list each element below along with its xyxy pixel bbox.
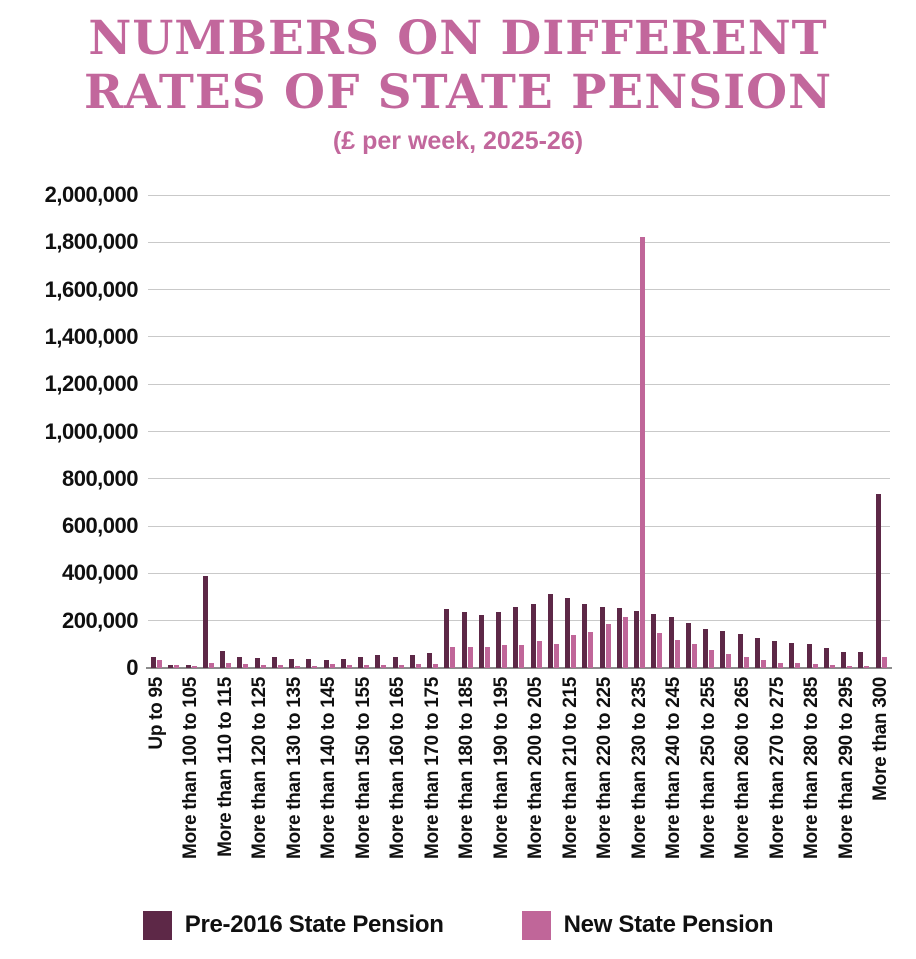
y-axis-tick-label: 0 — [126, 655, 138, 680]
bar-new-state-pension — [416, 664, 421, 668]
x-axis-label: More than 280 to 285 — [801, 677, 823, 859]
bar-group — [579, 195, 596, 668]
bar-new-state-pension — [450, 647, 455, 668]
bar-group — [804, 195, 821, 668]
x-axis-label: More than 130 to 135 — [283, 677, 305, 859]
x-axis-label-band — [145, 677, 892, 905]
bar-pre2016-state-pension — [324, 660, 329, 668]
bar-pre2016-state-pension — [582, 604, 587, 668]
bar-pre2016-state-pension — [341, 659, 346, 668]
bar-pre2016-state-pension — [686, 623, 691, 668]
bar-pre2016-state-pension — [755, 638, 760, 668]
bar-new-state-pension — [726, 654, 731, 668]
x-axis-label: More than 120 to 125 — [249, 677, 271, 859]
x-axis-label: More than 170 to 175 — [421, 677, 443, 859]
bar-pre2016-state-pension — [669, 617, 674, 668]
bar-new-state-pension — [347, 665, 352, 668]
bar-new-state-pension — [830, 665, 835, 668]
bar-pre2016-state-pension — [272, 657, 277, 668]
bar-group — [821, 195, 838, 668]
bar-pre2016-state-pension — [289, 659, 294, 668]
bar-group — [562, 195, 579, 668]
x-axis-label: More than 190 to 195 — [490, 677, 512, 859]
bar-pre2016-state-pension — [565, 598, 570, 668]
bar-group — [631, 195, 648, 668]
bar-new-state-pension — [847, 666, 852, 668]
bar-pre2016-state-pension — [203, 576, 208, 668]
y-axis-tick-label: 1,200,000 — [44, 371, 138, 397]
bar-new-state-pension — [485, 647, 490, 668]
bar-new-state-pension — [502, 645, 507, 668]
bar-group — [545, 195, 562, 668]
bar-new-state-pension — [192, 666, 197, 668]
bar-group — [786, 195, 803, 668]
chart-subtitle: (£ per week, 2025-26) — [332, 127, 584, 155]
x-axis-label: More than 200 to 205 — [525, 677, 547, 859]
bar-new-state-pension — [537, 641, 542, 668]
bar-new-state-pension — [261, 665, 266, 668]
bar-new-state-pension — [623, 617, 628, 668]
bar-group — [700, 195, 717, 668]
bar-new-state-pension — [606, 624, 611, 668]
bar-group — [493, 195, 510, 668]
bar-group — [528, 195, 545, 668]
bar-group — [372, 195, 389, 668]
bar-new-state-pension — [278, 665, 283, 668]
bar-new-state-pension — [554, 644, 559, 668]
y-axis-tick-label: 1,800,000 — [44, 229, 138, 255]
bar-pre2016-state-pension — [824, 648, 829, 668]
bar-pre2016-state-pension — [703, 629, 708, 668]
bar-new-state-pension — [744, 657, 749, 668]
bar-group — [614, 195, 631, 668]
bar-pre2016-state-pension — [306, 659, 311, 668]
bar-new-state-pension — [174, 665, 179, 668]
y-axis-tick-label: 2,000,000 — [44, 182, 138, 207]
bar-new-state-pension — [295, 666, 300, 668]
bars-container — [148, 195, 890, 668]
chart-title-line2: RATES OF STATE PENSION — [83, 65, 833, 120]
bar-group — [217, 195, 234, 668]
bar-group — [252, 195, 269, 668]
bar-new-state-pension — [709, 650, 714, 668]
bar-group — [183, 195, 200, 668]
bar-group — [735, 195, 752, 668]
bar-new-state-pension — [209, 663, 214, 668]
legend-label-pre2016: Pre-2016 State Pension — [184, 911, 444, 938]
bar-pre2016-state-pension — [255, 658, 260, 668]
legend — [0, 905, 916, 945]
bar-group — [441, 195, 458, 668]
bar-group — [355, 195, 372, 668]
bar-new-state-pension — [778, 663, 783, 668]
x-axis-label: More than 300 — [870, 677, 892, 801]
bar-pre2016-state-pension — [651, 614, 656, 668]
bar-group — [165, 195, 182, 668]
x-axis-label: More than 290 to 295 — [835, 677, 857, 859]
bar-pre2016-state-pension — [220, 651, 225, 668]
x-axis-label: More than 230 to 235 — [628, 677, 650, 859]
bar-new-state-pension — [571, 635, 576, 668]
y-axis-tick-label: 200,000 — [61, 607, 138, 633]
bar-new-state-pension — [588, 632, 593, 668]
bar-new-state-pension — [864, 666, 869, 668]
bar-pre2016-state-pension — [186, 665, 191, 668]
bar-new-state-pension — [468, 647, 473, 668]
bar-pre2016-state-pension — [548, 594, 553, 668]
bar-new-state-pension — [657, 633, 662, 668]
bar-new-state-pension — [433, 664, 438, 668]
legend-swatch-new — [522, 911, 551, 940]
y-axis-tick-label: 1,400,000 — [44, 323, 138, 349]
bar-pre2016-state-pension — [462, 612, 467, 668]
legend-item-new — [522, 911, 774, 940]
chart-title-line1: NUMBERS ON DIFFERENT — [88, 11, 828, 66]
bar-group — [459, 195, 476, 668]
x-axis-label: More than 260 to 265 — [732, 677, 754, 859]
bar-pre2016-state-pension — [358, 657, 363, 668]
y-axis-tick-label: 800,000 — [61, 465, 138, 491]
bar-new-state-pension — [330, 664, 335, 668]
bar-pre2016-state-pension — [151, 657, 156, 668]
bar-new-state-pension — [795, 663, 800, 668]
bar-new-state-pension — [761, 660, 766, 668]
bar-pre2016-state-pension — [479, 615, 484, 668]
bar-pre2016-state-pension — [858, 652, 863, 668]
bar-new-state-pension — [399, 665, 404, 668]
bar-new-state-pension — [882, 657, 887, 668]
bar-pre2016-state-pension — [600, 607, 605, 668]
bar-group — [476, 195, 493, 668]
bar-pre2016-state-pension — [841, 652, 846, 668]
y-axis-tick-label: 400,000 — [61, 560, 138, 586]
legend-item-pre2016 — [143, 911, 444, 940]
legend-label-new: New State Pension — [563, 911, 774, 938]
bar-group — [200, 195, 217, 668]
bar-group — [648, 195, 665, 668]
bar-group — [666, 195, 683, 668]
bar-new-state-pension — [381, 665, 386, 668]
bar-group — [390, 195, 407, 668]
x-axis-label: More than 210 to 215 — [559, 677, 581, 859]
bar-group — [286, 195, 303, 668]
bar-new-state-pension — [692, 644, 697, 668]
bar-pre2016-state-pension — [738, 634, 743, 668]
bar-group — [321, 195, 338, 668]
x-axis-label: Up to 95 — [145, 677, 167, 750]
bar-group — [855, 195, 872, 668]
bar-group — [338, 195, 355, 668]
bar-new-state-pension — [226, 663, 231, 668]
x-axis-label: More than 270 to 275 — [766, 677, 788, 859]
bar-pre2016-state-pension — [876, 494, 881, 668]
bar-pre2016-state-pension — [720, 631, 725, 668]
x-axis-label: More than 160 to 165 — [387, 677, 409, 859]
bar-group — [752, 195, 769, 668]
bar-pre2016-state-pension — [168, 665, 173, 668]
bar-pre2016-state-pension — [772, 641, 777, 668]
bar-group — [717, 195, 734, 668]
legend-swatch-pre2016 — [143, 911, 172, 940]
x-axis-label: More than 140 to 145 — [318, 677, 340, 859]
bar-group — [873, 195, 890, 668]
bar-new-state-pension — [519, 645, 524, 668]
x-axis-label: More than 180 to 185 — [456, 677, 478, 859]
bar-group — [303, 195, 320, 668]
y-axis-tick-label: 1,000,000 — [44, 418, 138, 444]
bar-group — [148, 195, 165, 668]
bar-new-state-pension — [312, 666, 317, 668]
bar-pre2016-state-pension — [237, 657, 242, 668]
x-axis-label: More than 220 to 225 — [594, 677, 616, 859]
bar-pre2016-state-pension — [427, 653, 432, 668]
y-axis-tick-label: 600,000 — [61, 513, 138, 539]
bar-group — [510, 195, 527, 668]
bar-group — [597, 195, 614, 668]
bar-pre2016-state-pension — [789, 643, 794, 668]
bar-pre2016-state-pension — [617, 608, 622, 668]
bar-pre2016-state-pension — [513, 607, 518, 668]
x-axis-label: More than 110 to 115 — [214, 677, 236, 857]
bar-pre2016-state-pension — [393, 657, 398, 668]
bar-new-state-pension — [813, 664, 818, 668]
bar-group — [838, 195, 855, 668]
bar-group — [269, 195, 286, 668]
bar-new-state-pension — [157, 660, 162, 668]
bar-new-state-pension — [243, 664, 248, 668]
x-axis-label: More than 150 to 155 — [352, 677, 374, 859]
x-axis-label: More than 100 to 105 — [180, 677, 202, 859]
bar-new-state-pension — [364, 665, 369, 668]
bar-pre2016-state-pension — [444, 609, 449, 668]
x-axis-label: More than 250 to 255 — [697, 677, 719, 859]
bar-pre2016-state-pension — [410, 655, 415, 668]
bar-group — [424, 195, 441, 668]
bar-pre2016-state-pension — [496, 612, 501, 668]
bar-group — [683, 195, 700, 668]
bar-pre2016-state-pension — [375, 655, 380, 668]
y-axis-tick-label: 1,600,000 — [44, 276, 138, 302]
bar-pre2016-state-pension — [807, 644, 812, 668]
bar-new-state-pension — [640, 237, 645, 668]
bar-new-state-pension — [675, 640, 680, 668]
bar-group — [234, 195, 251, 668]
bar-pre2016-state-pension — [531, 604, 536, 668]
x-axis-label: More than 240 to 245 — [663, 677, 685, 859]
bar-pre2016-state-pension — [634, 611, 639, 668]
bar-group — [769, 195, 786, 668]
bar-group — [407, 195, 424, 668]
